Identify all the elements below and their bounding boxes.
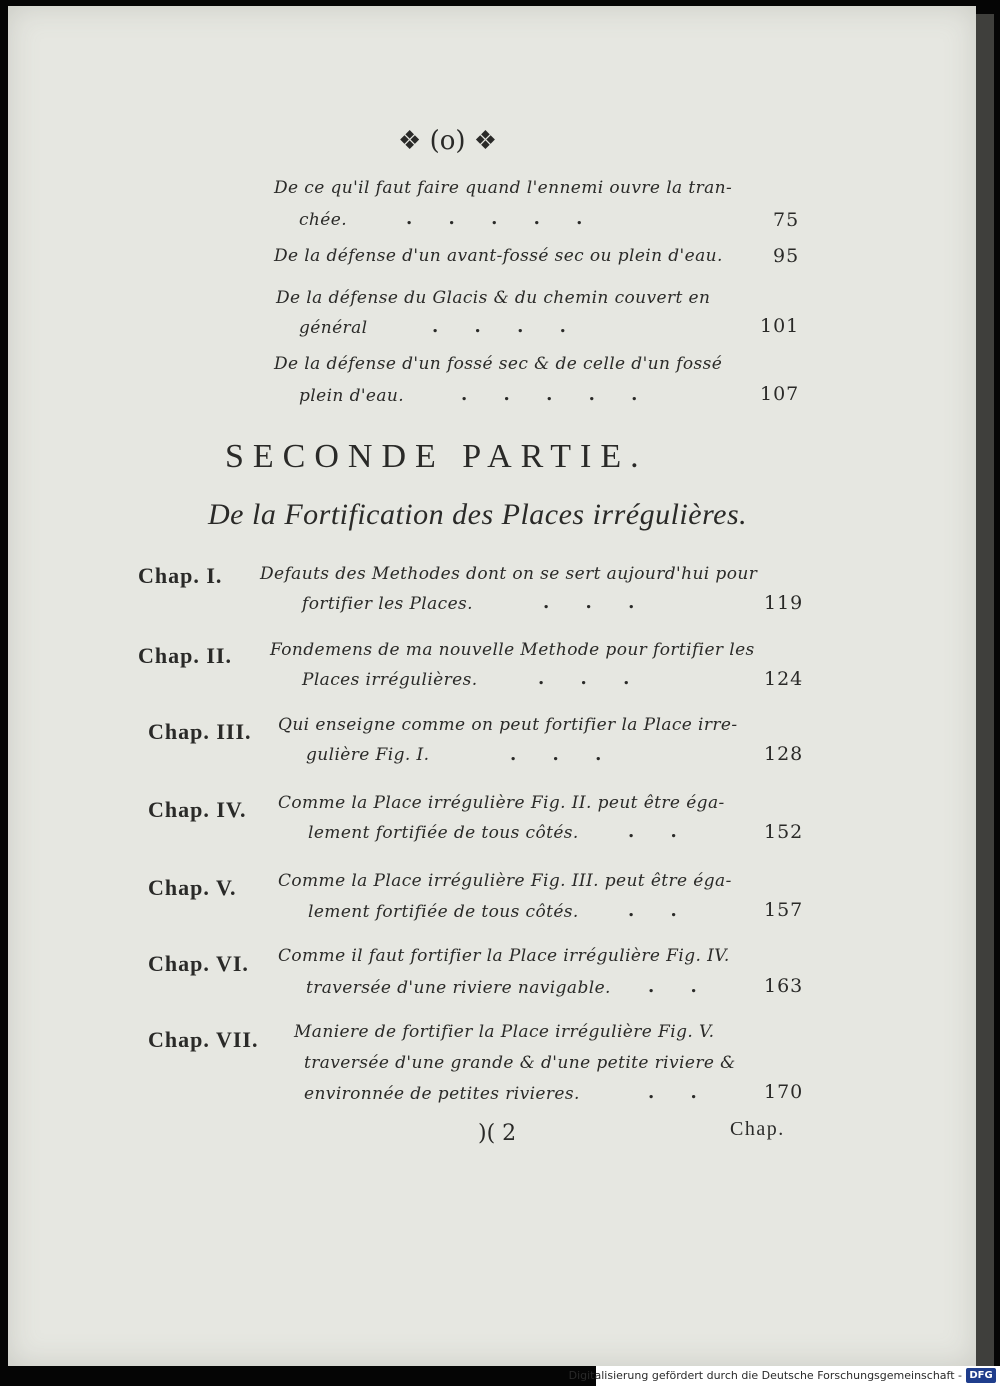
toc-entry-1-line-2: chée. xyxy=(299,210,347,230)
chapter-7-line-2: traversée d'une grande & d'une petite riviere & xyxy=(304,1053,736,1073)
chapter-1-page: 119 xyxy=(764,592,804,614)
toc-entry-1-dots: . . . . . xyxy=(406,208,583,229)
digitization-footer xyxy=(568,1366,1000,1386)
chapter-5-label: Chap. V. xyxy=(148,875,237,900)
toc-entry-3-dots: . . . . xyxy=(432,316,566,337)
toc-entry-3-line-2: général xyxy=(299,318,368,338)
chapter-2-line-2: Places irrégulières. xyxy=(302,670,478,690)
page-edge-shadow xyxy=(976,14,994,1366)
toc-entry-4-dots: . . . . . xyxy=(461,384,638,405)
chapter-6-line-1: Comme il faut fortifier la Place irrégulière Fig. IV. xyxy=(278,946,730,966)
dfg-logo: DFG xyxy=(966,1368,996,1383)
toc-entry-2-line-1: De la défense d'un avant-fossé sec ou plein d'eau. xyxy=(274,246,723,266)
chapter-5-line-2: lement fortifiée de tous côtés. xyxy=(308,902,579,922)
page-header-ornament: ❖ (o) ❖ xyxy=(398,126,498,156)
chapter-5-dots: . . xyxy=(628,900,677,921)
chapter-2-label: Chap. II. xyxy=(138,643,232,668)
chapter-2-dots: . . . xyxy=(538,668,630,689)
chapter-4-page: 152 xyxy=(764,821,804,843)
chapter-3-line-2: gulière Fig. I. xyxy=(306,745,430,765)
part-title: SECONDE PARTIE. xyxy=(225,438,648,475)
chapter-4-label: Chap. IV. xyxy=(148,797,247,822)
signature-mark: )( 2 xyxy=(478,1121,517,1146)
chapter-3-dots: . . . xyxy=(510,744,602,765)
chapter-1-line-1: Defauts des Methodes dont on se sert aujourd'hui pour xyxy=(260,564,758,584)
chapter-2-line-1: Fondemens de ma nouvelle Methode pour fortifier les xyxy=(270,640,755,660)
chapter-3-page: 128 xyxy=(764,743,804,765)
chapter-7-label: Chap. VII. xyxy=(148,1027,259,1052)
book-page xyxy=(8,6,976,1366)
chapter-2-page: 124 xyxy=(764,668,804,690)
chapter-7-line-1: Maniere de fortifier la Place irrégulière Fig. V. xyxy=(294,1022,715,1042)
chapter-1-line-2: fortifier les Places. xyxy=(302,594,473,614)
chapter-7-dots: . . xyxy=(648,1082,697,1103)
chapter-5-page: 157 xyxy=(764,899,804,921)
chapter-6-dots: . . xyxy=(648,976,697,997)
chapter-4-line-1: Comme la Place irrégulière Fig. II. peut être éga- xyxy=(278,793,725,813)
toc-entry-4-line-1: De la défense d'un fossé sec & de celle d'un fossé xyxy=(274,354,723,374)
funding-notice: Digitalisierung gefördert durch die Deutsche Forschungsgemeinschaft - xyxy=(568,1369,962,1382)
catchword: Chap. xyxy=(730,1118,785,1140)
chapter-6-page: 163 xyxy=(764,975,804,997)
toc-entry-1-page: 75 xyxy=(773,209,800,231)
chapter-3-label: Chap. III. xyxy=(148,719,252,744)
chapter-7-line-3: environnée de petites rivieres. xyxy=(304,1084,580,1104)
chapter-4-line-2: lement fortifiée de tous côtés. xyxy=(308,823,579,843)
chapter-3-line-1: Qui enseigne comme on peut fortifier la Place irre- xyxy=(278,715,738,735)
toc-entry-3-line-1: De la défense du Glacis & du chemin couvert en xyxy=(276,288,711,308)
part-subtitle: De la Fortification des Places irrégulières. xyxy=(208,498,748,531)
chapter-6-label: Chap. VI. xyxy=(148,951,249,976)
chapter-1-label: Chap. I. xyxy=(138,563,223,588)
toc-entry-2-page: 95 xyxy=(773,245,800,267)
chapter-1-dots: . . . xyxy=(543,592,635,613)
chapter-6-line-2: traversée d'une riviere navigable. xyxy=(306,978,611,998)
chapter-7-page: 170 xyxy=(764,1081,804,1103)
chapter-5-line-1: Comme la Place irrégulière Fig. III. peut être éga- xyxy=(278,871,732,891)
toc-entry-3-page: 101 xyxy=(760,315,800,337)
toc-entry-1-line-1: De ce qu'il faut faire quand l'ennemi ouvre la tran- xyxy=(274,178,733,198)
chapter-4-dots: . . xyxy=(628,821,677,842)
toc-entry-4-line-2: plein d'eau. xyxy=(299,386,405,406)
toc-entry-4-page: 107 xyxy=(760,383,800,405)
